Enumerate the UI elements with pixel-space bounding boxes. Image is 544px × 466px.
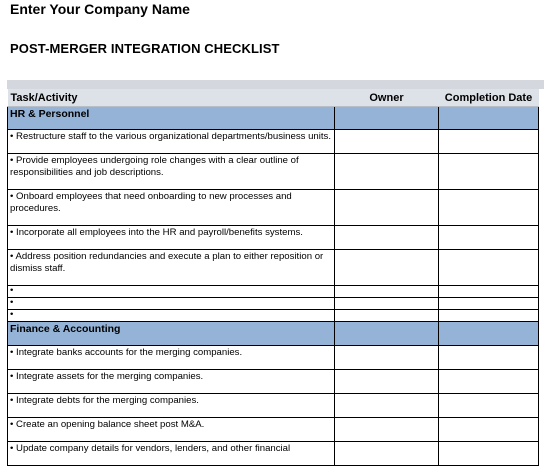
header-owner: Owner [335, 89, 439, 107]
owner-cell[interactable] [335, 370, 439, 394]
owner-cell[interactable] [335, 346, 439, 370]
owner-cell[interactable] [335, 226, 439, 250]
owner-cell[interactable] [335, 418, 439, 442]
task-cell[interactable]: • Restructure staff to the various organizational departments/business units. [8, 130, 335, 154]
section-title: Finance & Accounting [8, 322, 335, 346]
task-cell[interactable]: • Address position redundancies and execute a plan to either reposition or dismiss staff. [8, 250, 335, 286]
date-cell[interactable] [439, 322, 539, 346]
owner-cell[interactable] [335, 286, 439, 298]
owner-cell[interactable] [335, 190, 439, 226]
task-cell[interactable]: • Integrate debts for the merging companies. [8, 394, 335, 418]
table-row [8, 286, 539, 298]
date-cell[interactable] [439, 370, 539, 394]
owner-cell[interactable] [335, 298, 439, 310]
table-row [8, 442, 539, 466]
task-cell[interactable]: • Update company details for vendors, lenders, and other financial [8, 442, 335, 466]
task-cell[interactable]: • [8, 286, 335, 298]
task-cell[interactable]: • Onboard employees that need onboarding to new processes and procedures. [8, 190, 335, 226]
owner-cell[interactable] [335, 442, 439, 466]
table-row [8, 298, 539, 310]
section-row-finance [8, 322, 539, 346]
table-row [8, 394, 539, 418]
task-cell[interactable]: • Create an opening balance sheet post M&A. [8, 418, 335, 442]
task-cell[interactable]: • Integrate banks accounts for the merging companies. [8, 346, 335, 370]
table-row [8, 154, 539, 190]
company-name: Enter Your Company Name [10, 1, 190, 17]
table-row [8, 418, 539, 442]
table-row [8, 310, 539, 322]
task-cell[interactable]: • [8, 298, 335, 310]
date-cell[interactable] [439, 442, 539, 466]
date-cell[interactable] [439, 394, 539, 418]
task-cell[interactable]: • Incorporate all employees into the HR and payroll/benefits systems. [8, 226, 335, 250]
header-row [8, 89, 539, 107]
header-completion-date: Completion Date [439, 89, 539, 107]
date-cell[interactable] [439, 130, 539, 154]
document-title: POST-MERGER INTEGRATION CHECKLIST [10, 41, 280, 56]
date-cell[interactable] [439, 310, 539, 322]
task-cell[interactable]: • Provide employees undergoing role changes with a clear outline of responsibilities and job descriptions. [8, 154, 335, 190]
table-row [8, 226, 539, 250]
checklist-table [7, 89, 539, 466]
table-row [8, 346, 539, 370]
owner-cell[interactable] [335, 394, 439, 418]
section-row-hr [8, 107, 539, 130]
task-cell[interactable]: • Integrate assets for the merging companies. [8, 370, 335, 394]
date-cell[interactable] [439, 250, 539, 286]
section-title: HR & Personnel [8, 107, 335, 130]
owner-cell[interactable] [335, 322, 439, 346]
header-band [7, 80, 544, 89]
owner-cell[interactable] [335, 107, 439, 130]
owner-cell[interactable] [335, 250, 439, 286]
owner-cell[interactable] [335, 310, 439, 322]
date-cell[interactable] [439, 298, 539, 310]
date-cell[interactable] [439, 418, 539, 442]
task-cell[interactable]: • [8, 310, 335, 322]
date-cell[interactable] [439, 226, 539, 250]
date-cell[interactable] [439, 154, 539, 190]
owner-cell[interactable] [335, 154, 439, 190]
table-row [8, 130, 539, 154]
date-cell[interactable] [439, 107, 539, 130]
date-cell[interactable] [439, 190, 539, 226]
header-task: Task/Activity [8, 89, 335, 107]
date-cell[interactable] [439, 346, 539, 370]
date-cell[interactable] [439, 286, 539, 298]
owner-cell[interactable] [335, 130, 439, 154]
table-row [8, 370, 539, 394]
table-row [8, 190, 539, 226]
table-row [8, 250, 539, 286]
